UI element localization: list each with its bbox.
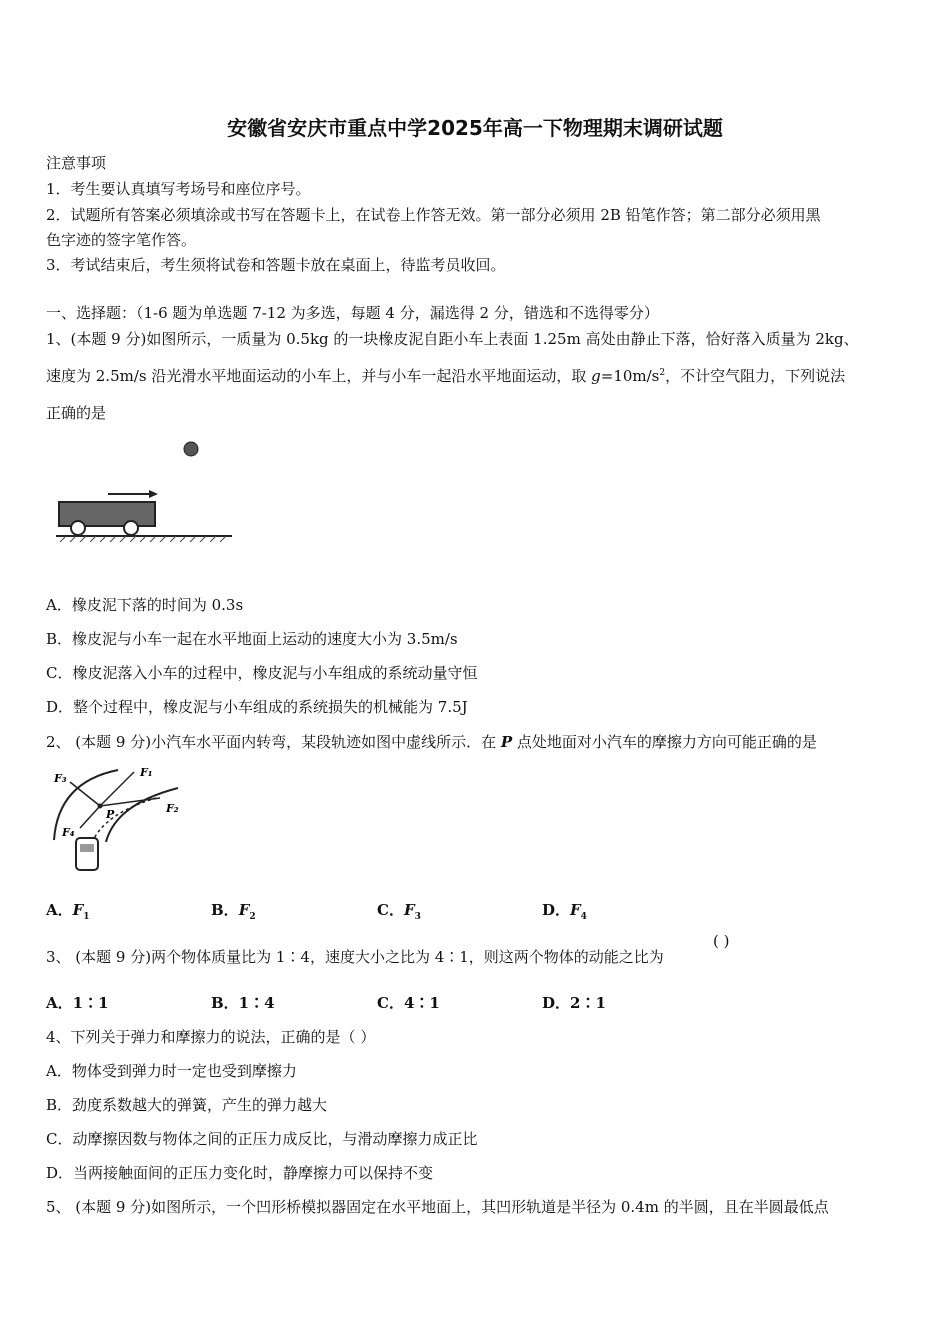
q1-option-b: B．橡皮泥与小车一起在水平地面上运动的速度大小为 3.5m/s (46, 630, 458, 648)
q3-option-c: C．4∶1 (377, 994, 440, 1012)
arrow-head-icon (149, 490, 158, 498)
q4-option-c: C．动摩擦因数与物体之间的正压力成反比，与滑动摩擦力成正比 (46, 1130, 478, 1148)
q3-option-a: A．1∶1 (46, 994, 109, 1012)
q4-option-a: A．物体受到弹力时一定也受到摩擦力 (46, 1062, 297, 1080)
q4-option-b: B．劲度系数越大的弹簧，产生的弹力越大 (46, 1096, 328, 1114)
force-f3-arrow (70, 782, 100, 806)
q1-option-d: D．整个过程中，橡皮泥与小车组成的系统损失的机械能为 7.5J (46, 698, 468, 716)
q1-stem-line1: 1、(本题 9 分)如图所示，一质量为 0.5kg 的一块橡皮泥自距小车上表面 1.25m 高处由静止下落，恰好落入质量为 2kg、 (46, 330, 859, 348)
wheel-icon (71, 521, 85, 535)
q1-cart-figure (56, 436, 236, 548)
q2-option-d: D．$F_4$ (542, 901, 587, 922)
q1-stem-line3: 正确的是 (46, 404, 107, 422)
notice-item: 3．考试结束后，考生须将试卷和答题卡放在桌面上，待监考员收回。 (46, 256, 506, 274)
fig-label: P (106, 808, 115, 821)
force-f4-arrow (80, 806, 100, 828)
q2-stem: 2、 (本题 9 分)小汽车水平面内转弯，某段轨迹如图中虚线所示．在 P 点处地面对小汽车的摩擦力方向可能正确的是 (46, 733, 817, 751)
page-title: 安徽省安庆市重点中学2025年高一下物理期末调研试题 (227, 116, 723, 140)
notice-heading: 注意事项 (46, 154, 107, 172)
q1-option-a: A．橡皮泥下落的时间为 0.3s (46, 596, 244, 614)
q5-stem: 5、 (本题 9 分)如图所示，一个凹形桥模拟器固定在水平地面上，其凹形轨道是半径为 0.4m 的半圆，且在半圆最低点 (46, 1198, 829, 1216)
q3-stem: 3、 (本题 9 分)两个物体质量比为 1∶4，速度大小之比为 4∶1，则这两个物体的动能之比为 (46, 948, 664, 966)
q2-option-a: A．$F_1$ (46, 901, 90, 922)
wheel-icon (124, 521, 138, 535)
notice-item: 2．试题所有答案必须填涂或书写在答题卡上，在试卷上作答无效。第一部分必须用 2B 铅笔作答；第二部分必须用黑 (46, 206, 821, 224)
fig-label: F₄ (62, 826, 75, 839)
q2-curve-figure (48, 762, 198, 874)
q2-option-b: B．$F_2$ (211, 901, 256, 922)
notice-item: 1．考生要认真填写考场号和座位序号。 (46, 180, 311, 198)
q4-option-d: D．当两接触面间的正压力变化时，静摩擦力可以保持不变 (46, 1164, 434, 1182)
q3-option-b: B．1∶4 (211, 994, 275, 1012)
force-f1-arrow (100, 772, 134, 806)
q3-answer-paren: ( ) (713, 932, 730, 950)
fig-label: F₁ (140, 766, 153, 779)
q3-option-d: D．2∶1 (542, 994, 606, 1012)
force-f2-arrow (100, 798, 160, 806)
q1-stem-line2: 速度为 2.5m/s 沿光滑水平地面运动的小车上，并与小车一起沿水平地面运动，取 $g=10m/s^2$，不计空气阻力，下列说法 (46, 367, 846, 385)
q4-stem: 4、下列关于弹力和摩擦力的说法，正确的是（ ） (46, 1028, 376, 1046)
clay-ball-icon (184, 442, 198, 456)
q2-option-c: C．$F_3$ (377, 901, 421, 922)
car-window-icon (80, 844, 94, 852)
fig-label: F₃ (54, 772, 67, 785)
car-icon (76, 838, 98, 870)
q1-option-c: C．橡皮泥落入小车的过程中，橡皮泥与小车组成的系统动量守恒 (46, 664, 478, 682)
notice-item: 色字迹的签字笔作答。 (46, 231, 197, 249)
fig-label: F₂ (166, 802, 179, 815)
section-heading: 一、选择题：（1-6 题为单选题 7-12 为多选，每题 4 分，漏选得 2 分，错选和不选得零分） (46, 304, 659, 322)
